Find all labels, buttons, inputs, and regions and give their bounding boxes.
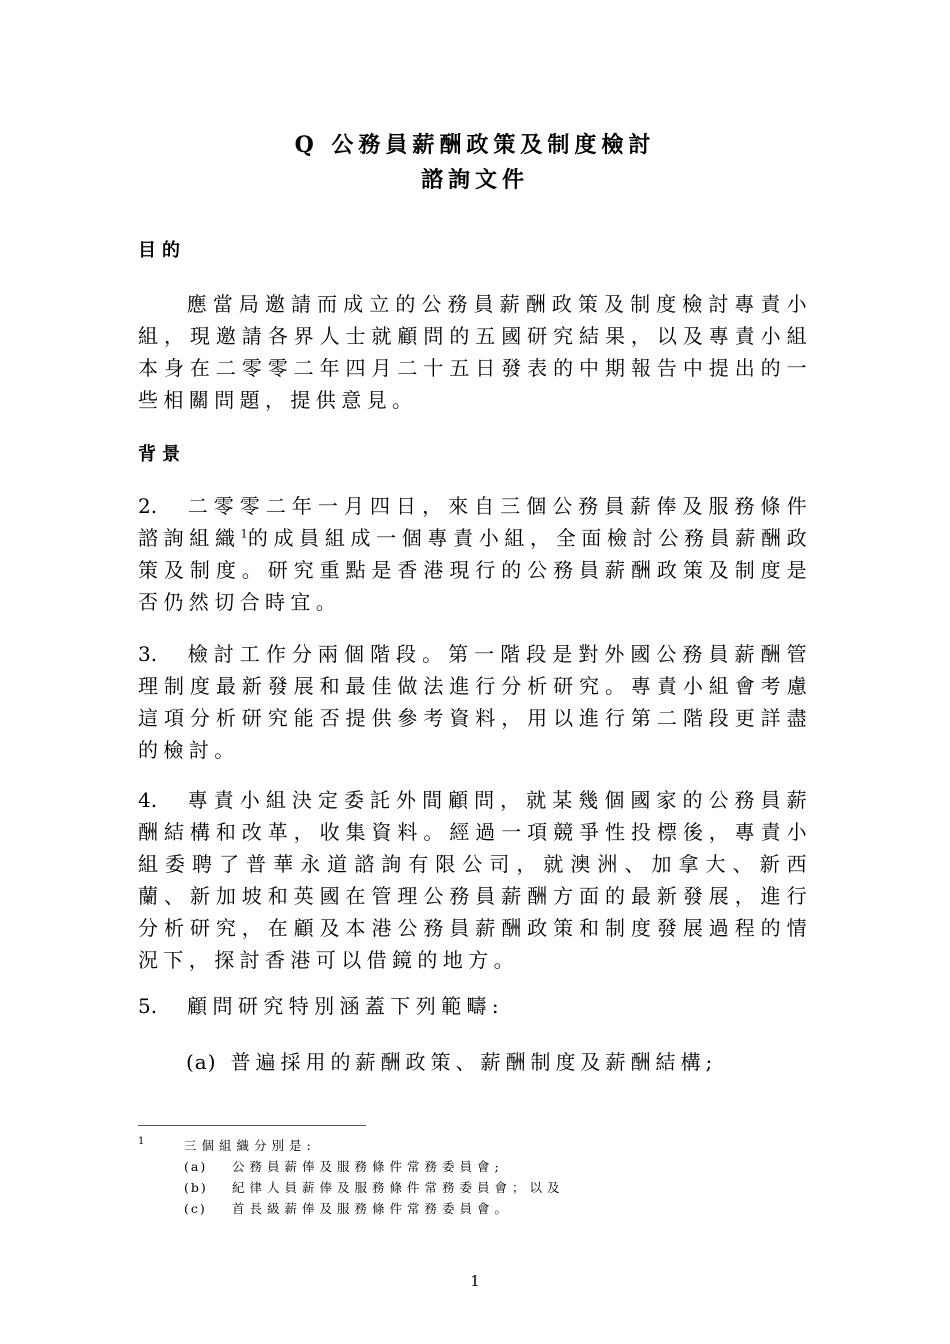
paragraph-2-text-a: 二零零二年一月四日，來自三個公務員薪俸及服務條件諮詢組織 <box>138 494 812 550</box>
footnote-intro: 三個組織分別是: <box>184 1138 316 1153</box>
document-title: Q 公務員薪酬政策及制度檢討 <box>294 132 656 158</box>
paragraph-5-text: 顧問研究特別涵蓋下列範疇: <box>187 994 505 1018</box>
paragraph-2-number: 2. <box>138 494 158 518</box>
paragraph-5-number: 5. <box>138 994 158 1018</box>
paragraph-3 <box>138 638 812 766</box>
list-item-label: (a) <box>186 1050 217 1074</box>
purpose-heading: 目的 <box>138 240 186 261</box>
list-item-text: 普遍採用的薪酬政策、薪酬制度及薪酬結構; <box>230 1050 718 1074</box>
footnote-item: (c) 首長級薪俸及服務條件常務委員會。 <box>184 1201 513 1216</box>
paragraph-2 <box>138 490 812 618</box>
footnote-item: (a) 公務員薪俸及服務條件常務委員會; <box>184 1159 504 1174</box>
paragraph-4-text: 專責小組決定委託外間顧問，就某幾個國家的公務員薪酬結構和改革，收集資料。經過一項競爭性投標後，專責小組委聘了普華永道諮詢有限公司，就澳洲、加拿大、新西蘭、新加坡和英國在管理公務員薪酬方面的最新發展，進行分析研究，在顧及本港公務員薪酬政策和制度發展過程的情況下，探討香港可以借鏡的地方。 <box>138 788 812 972</box>
paragraph-3-number: 3. <box>138 642 158 666</box>
document-subtitle: 諮詢文件 <box>420 167 529 193</box>
footnote-item: (b) 紀律人員薪俸及服務條件常務委員會；以及 <box>184 1180 565 1195</box>
paragraph-4-number: 4. <box>138 788 158 812</box>
page-number: 1 <box>470 1272 480 1290</box>
paragraph-2-text-b: 的成員組成一個專責小組，全面檢討公務員薪酬政策及制度。研究重點是香港現行的公務員薪酬政策及制度是否仍然切合時宜。 <box>138 526 812 614</box>
paragraph-5 <box>138 990 812 1022</box>
paragraph-4 <box>138 784 812 976</box>
paragraph-3-text: 檢討工作分兩個階段。第一階段是對外國公務員薪酬管理制度最新發展和最佳做法進行分析研究。專責小組會考慮這項分析研究能否提供參考資料，用以進行第二階段更詳盡的檢討。 <box>138 642 812 762</box>
list-item <box>186 1046 717 1075</box>
purpose-paragraph <box>138 288 812 416</box>
footnote-divider <box>138 1125 366 1126</box>
purpose-text: 應當局邀請而成立的公務員薪酬政策及制度檢討專責小組，現邀請各界人士就顧問的五國研究結果，以及專責小組本身在二零零二年四月二十五日發表的中期報告中提出的一些相關問題，提供意見。 <box>138 292 812 412</box>
footnote-reference: 1 <box>240 527 248 541</box>
footnote-marker: 1 <box>138 1136 145 1147</box>
background-heading: 背景 <box>138 444 186 465</box>
